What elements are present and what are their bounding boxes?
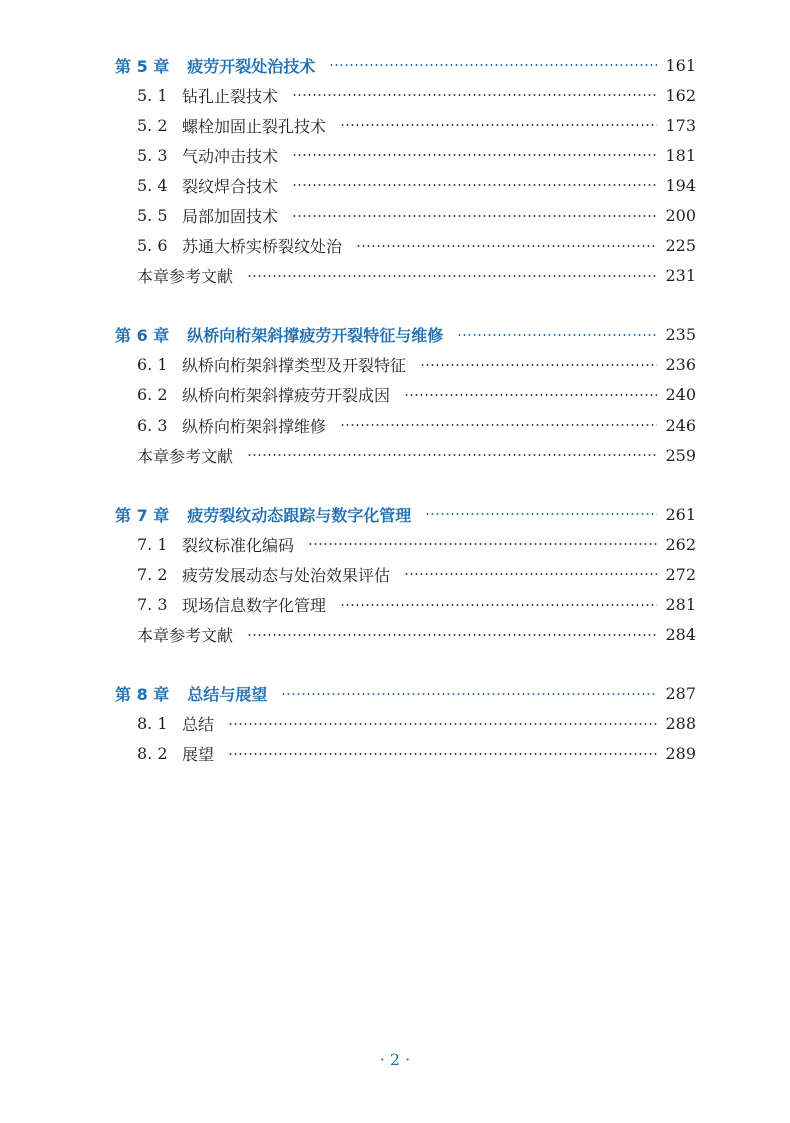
section-entry[interactable] xyxy=(115,559,696,589)
chapter-number: 第 5 章 xyxy=(115,56,170,76)
chapter-entry[interactable] xyxy=(115,50,696,80)
section-title: 疲劳发展动态与处治效果评估 xyxy=(182,565,391,585)
chapter-title: 纵桥向桁架斜撑疲劳开裂特征与维修 xyxy=(187,326,444,346)
section-title: 纵桥向桁架斜撑类型及开裂特征 xyxy=(182,356,407,376)
dot-leader xyxy=(292,184,657,186)
page-ref: 225 xyxy=(665,236,696,256)
page-ref: 173 xyxy=(665,115,696,135)
dot-leader xyxy=(425,513,657,515)
section-title: 总结 xyxy=(182,715,215,735)
page-ref: 162 xyxy=(665,85,696,105)
dot-leader xyxy=(247,275,657,277)
dot-leader xyxy=(340,124,657,126)
dot-leader xyxy=(404,394,657,396)
page-ref: 240 xyxy=(665,385,696,405)
page-ref: 246 xyxy=(665,415,696,435)
page-ref: 288 xyxy=(665,714,696,734)
dot-leader xyxy=(228,753,657,755)
chapter-block xyxy=(115,679,696,769)
dot-leader xyxy=(247,634,657,636)
dot-leader xyxy=(329,64,657,66)
dot-leader xyxy=(292,94,657,96)
page-ref: 231 xyxy=(665,266,696,286)
section-number: 5. 3 xyxy=(137,145,168,165)
chapter-block xyxy=(115,499,696,649)
page-ref: 284 xyxy=(665,625,696,645)
dot-leader xyxy=(308,543,657,545)
dot-leader xyxy=(340,604,657,606)
section-number: 6. 3 xyxy=(137,415,168,435)
dot-leader xyxy=(356,245,657,247)
dot-leader xyxy=(340,424,657,426)
section-entry[interactable] xyxy=(115,380,696,410)
page-ref: 281 xyxy=(665,595,696,615)
dot-leader xyxy=(292,215,657,217)
section-number: 5. 4 xyxy=(137,175,168,195)
chapter-block xyxy=(115,50,696,291)
section-number: 6. 2 xyxy=(137,385,168,405)
dot-leader xyxy=(404,573,657,575)
dot-leader xyxy=(457,334,657,336)
section-number: 7. 2 xyxy=(137,564,168,584)
chapter-entry[interactable] xyxy=(115,320,696,350)
page-ref: 161 xyxy=(665,55,696,75)
section-title: 钻孔止裂技术 xyxy=(182,86,279,106)
section-entry[interactable] xyxy=(115,140,696,170)
dot-leader xyxy=(281,693,657,695)
page-ref: 289 xyxy=(665,744,696,764)
section-entry[interactable] xyxy=(115,110,696,140)
section-title: 螺栓加固止裂孔技术 xyxy=(182,116,327,136)
dot-leader xyxy=(420,364,657,366)
table-of-contents xyxy=(115,50,696,798)
dot-leader xyxy=(247,454,657,456)
section-entry[interactable] xyxy=(115,739,696,769)
section-number: 8. 1 xyxy=(137,714,168,734)
page-ref: 181 xyxy=(665,145,696,165)
chapter-number: 第 7 章 xyxy=(115,505,170,525)
section-entry[interactable] xyxy=(115,350,696,380)
section-entry[interactable] xyxy=(115,170,696,200)
chapter-title: 总结与展望 xyxy=(187,685,268,705)
references-title: 本章参考文献 xyxy=(137,267,234,287)
section-title: 裂纹焊合技术 xyxy=(182,176,279,196)
chapter-title: 疲劳裂纹动态跟踪与数字化管理 xyxy=(187,505,412,525)
page-ref: 235 xyxy=(665,325,696,345)
chapter-title: 疲劳开裂处治技术 xyxy=(187,56,316,76)
page-ref: 272 xyxy=(665,564,696,584)
section-entry[interactable] xyxy=(115,231,696,261)
section-title: 纵桥向桁架斜撑维修 xyxy=(182,416,327,436)
section-entry[interactable] xyxy=(115,590,696,620)
page-ref: 261 xyxy=(665,504,696,524)
chapter-block xyxy=(115,320,696,470)
references-entry[interactable] xyxy=(115,620,696,650)
section-number: 5. 2 xyxy=(137,115,168,135)
section-number: 7. 3 xyxy=(137,595,168,615)
references-entry[interactable] xyxy=(115,440,696,470)
section-title: 展望 xyxy=(182,745,215,765)
section-number: 5. 6 xyxy=(137,236,168,256)
chapter-number: 第 6 章 xyxy=(115,326,170,346)
section-title: 气动冲击技术 xyxy=(182,146,279,166)
chapter-entry[interactable] xyxy=(115,499,696,529)
section-number: 6. 1 xyxy=(137,355,168,375)
section-entry[interactable] xyxy=(115,80,696,110)
section-title: 现场信息数字化管理 xyxy=(182,596,327,616)
page-ref: 200 xyxy=(665,206,696,226)
dot-leader xyxy=(292,154,657,156)
page-ref: 236 xyxy=(665,355,696,375)
references-title: 本章参考文献 xyxy=(137,446,234,466)
references-title: 本章参考文献 xyxy=(137,626,234,646)
section-title: 纵桥向桁架斜撑疲劳开裂成因 xyxy=(182,386,391,406)
chapter-number: 第 8 章 xyxy=(115,685,170,705)
section-entry[interactable] xyxy=(115,410,696,440)
section-number: 5. 5 xyxy=(137,206,168,226)
section-entry[interactable] xyxy=(115,709,696,739)
dot-leader xyxy=(228,723,657,725)
section-number: 7. 1 xyxy=(137,534,168,554)
section-entry[interactable] xyxy=(115,200,696,230)
section-title: 局部加固技术 xyxy=(182,207,279,227)
section-title: 裂纹标准化编码 xyxy=(182,535,295,555)
chapter-entry[interactable] xyxy=(115,679,696,709)
page-ref: 259 xyxy=(665,445,696,465)
section-number: 8. 2 xyxy=(137,744,168,764)
section-entry[interactable] xyxy=(115,529,696,559)
page-number: · 2 · xyxy=(379,1050,411,1069)
page-ref: 262 xyxy=(665,534,696,554)
page-ref: 194 xyxy=(665,175,696,195)
section-title: 苏通大桥实桥裂纹处治 xyxy=(182,237,343,257)
section-number: 5. 1 xyxy=(137,85,168,105)
references-entry[interactable] xyxy=(115,261,696,291)
page-ref: 287 xyxy=(665,684,696,704)
